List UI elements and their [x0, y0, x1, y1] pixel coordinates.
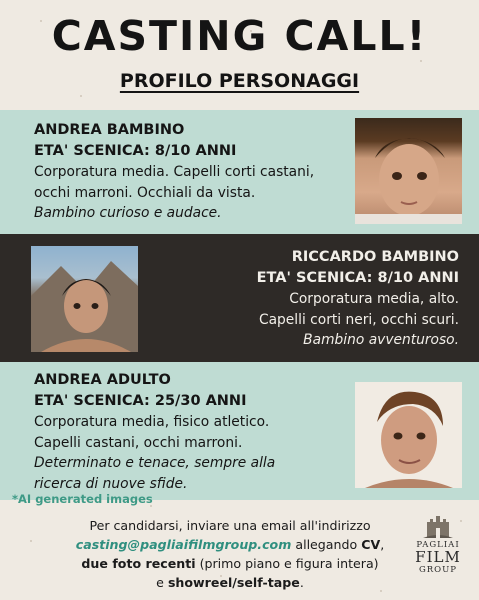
apply-line-4 — [40, 573, 420, 592]
boy-mountain-portrait-photo — [31, 246, 138, 352]
character-name: ANDREA BAMBINO — [34, 122, 185, 138]
character-card-riccardo-bambino — [257, 247, 459, 351]
apply-text: allegando — [291, 537, 362, 552]
apply-comma: , — [380, 537, 385, 552]
application-instructions — [40, 516, 420, 592]
apply-line-2 — [40, 535, 420, 554]
character-description: Corporatura media, alto. — [289, 291, 459, 307]
character-trait: Determinato e tenace, sempre alla — [34, 455, 276, 471]
apply-line-3 — [40, 554, 420, 573]
apply-cv: CV — [361, 537, 381, 552]
character-trait: Bambino avventuroso. — [303, 332, 459, 348]
logo-line-3: GROUP — [418, 565, 458, 575]
pagliai-film-group-logo — [410, 510, 466, 592]
character-name: ANDREA ADULTO — [34, 372, 171, 388]
poster-subtitle: PROFILO PERSONAGGI — [119, 70, 360, 92]
character-age: ETA' SCENICA: 8/10 ANNI — [256, 270, 459, 286]
character-card-andrea-adulto — [34, 370, 275, 494]
character-description: Capelli castani, occhi marroni. — [34, 434, 243, 451]
boy-portrait-photo — [355, 118, 462, 224]
logo-line-2: FILM — [415, 548, 461, 566]
ai-images-note: *AI generated images — [12, 492, 153, 506]
character-description: Corporatura media. Capelli corti castani, — [34, 164, 315, 180]
character-description: Capelli corti neri, occhi scuri. — [258, 311, 459, 328]
character-name: RICCARDO BAMBINO — [291, 249, 459, 265]
character-age: ETA' SCENICA: 25/30 ANNI — [34, 393, 247, 409]
character-description: Corporatura media, fisico atletico. — [34, 414, 270, 430]
apply-showreel: showreel/self-tape — [167, 575, 300, 590]
poster-title: CASTING CALL! — [51, 12, 428, 60]
castle-tower-logo-icon — [421, 510, 455, 540]
apply-and: e — [156, 575, 168, 590]
apply-period: . — [299, 575, 304, 590]
character-trait: Bambino curioso e audace. — [34, 205, 222, 221]
apply-photos: due foto recenti — [81, 556, 196, 571]
character-trait: ricerca di nuove sfide. — [34, 475, 188, 492]
character-description: occhi marroni. Occhiali da vista. — [34, 184, 256, 201]
man-portrait-photo — [355, 382, 462, 488]
casting-email-link[interactable]: casting@pagliaifilmgroup.com — [75, 537, 292, 552]
logo-line-1: PAGLIAI — [416, 540, 460, 550]
apply-line-1: Per candidarsi, inviare una email all'indirizzo — [89, 518, 371, 533]
character-age: ETA' SCENICA: 8/10 ANNI — [34, 143, 237, 159]
character-card-andrea-bambino — [34, 120, 314, 224]
apply-photos-detail: (primo piano e figura intera) — [195, 556, 379, 571]
